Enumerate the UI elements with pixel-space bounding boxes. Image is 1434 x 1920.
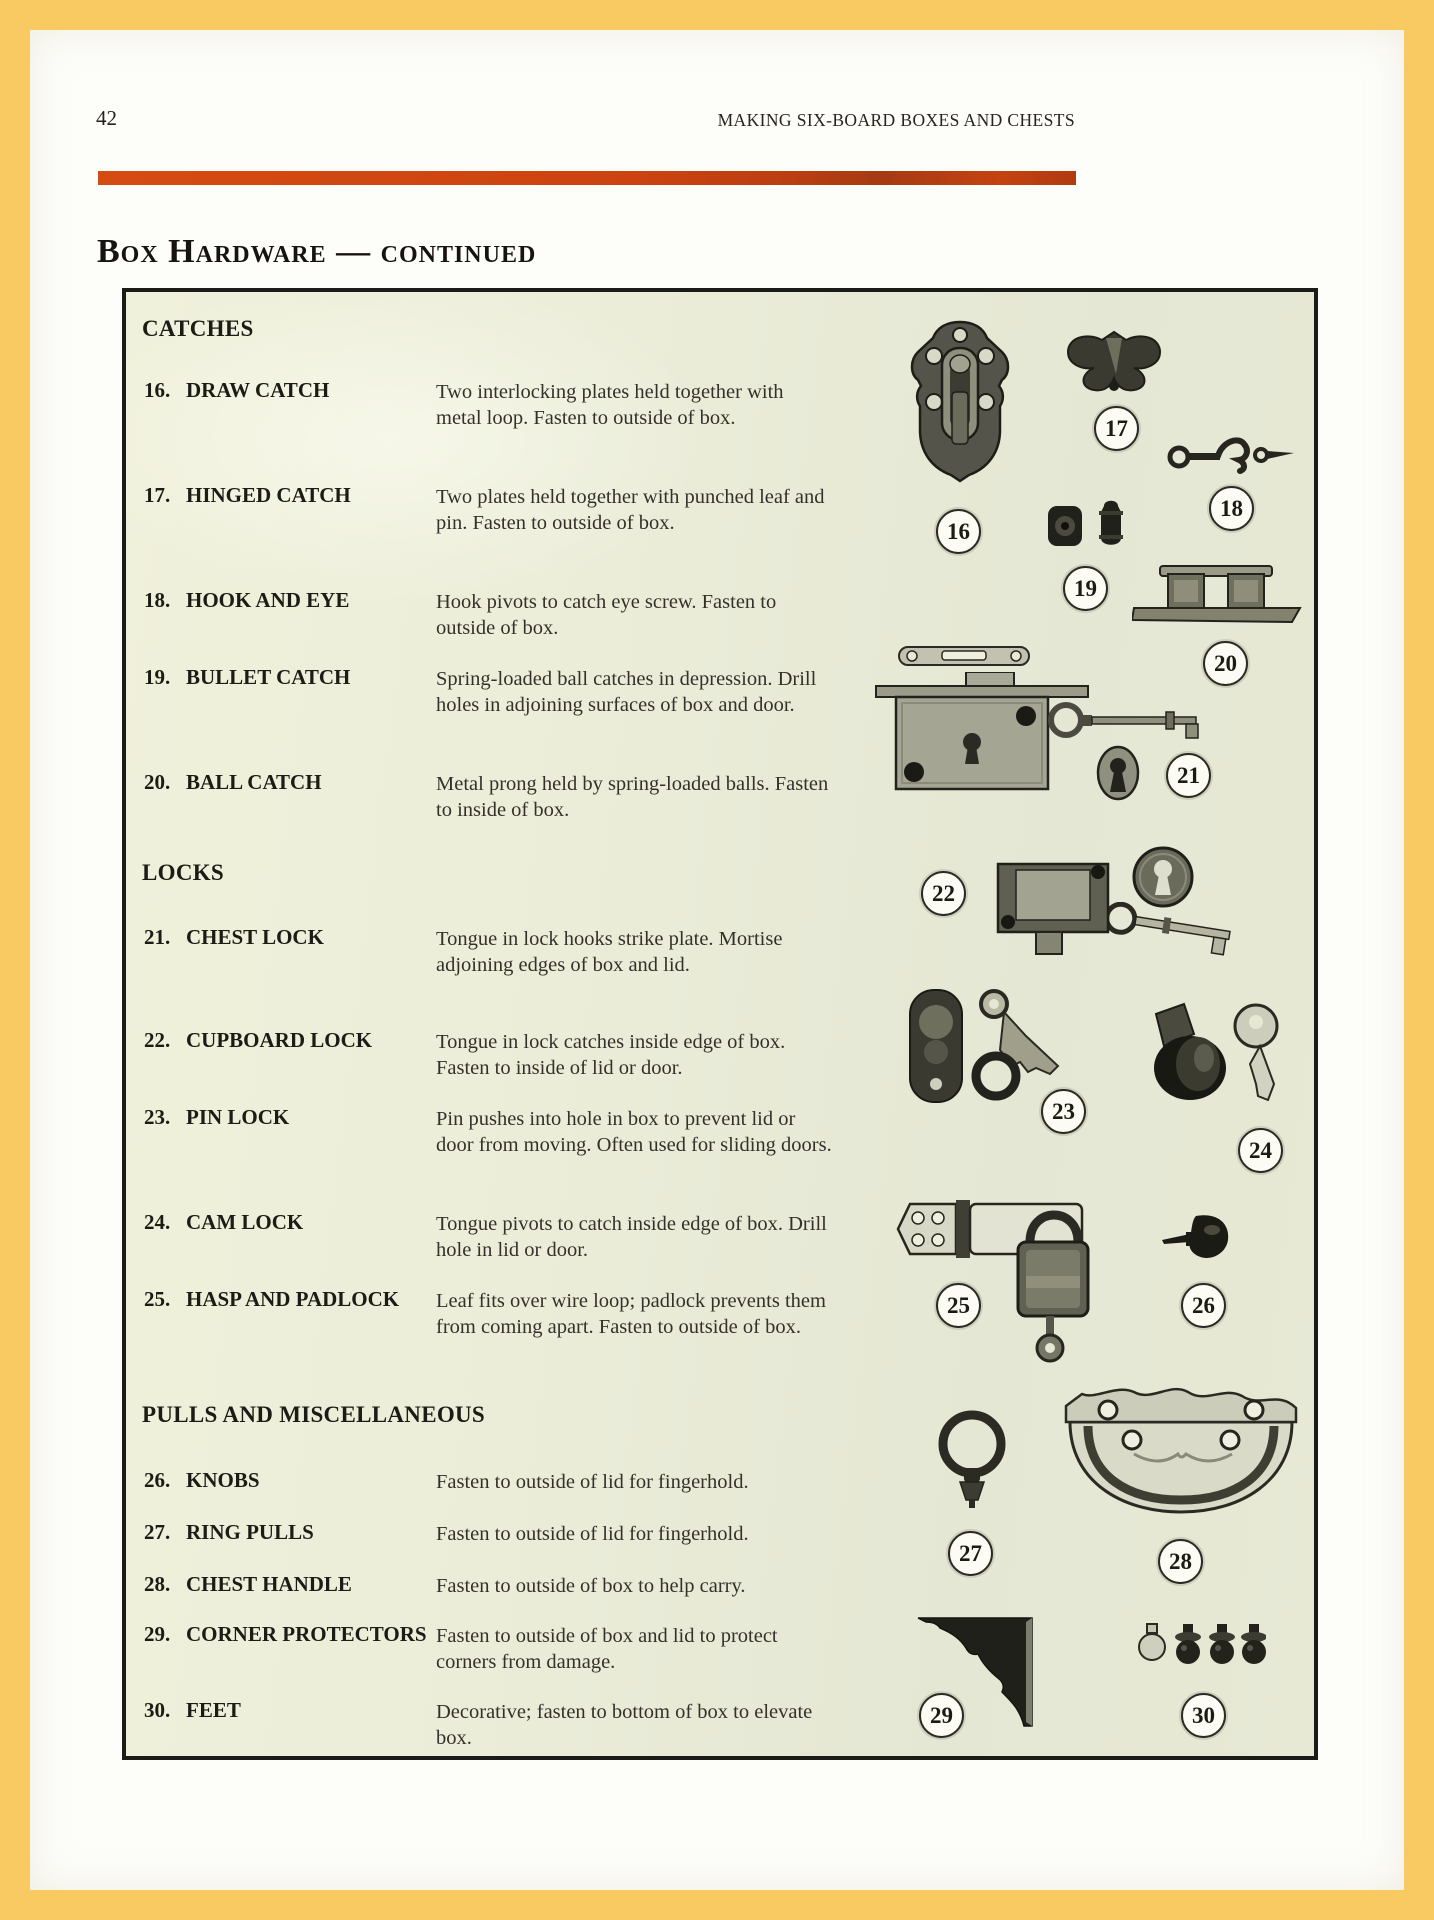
figure-number-badge: 30 <box>1181 1693 1226 1738</box>
figure-number-badge: 27 <box>948 1531 993 1576</box>
item-number: 17. <box>144 483 171 507</box>
item-name: DRAW CATCH <box>186 378 330 402</box>
item-description: Two interlocking plates held together with metal loop. Fasten to outside of box. <box>436 381 784 430</box>
item-label <box>144 925 324 950</box>
item-label <box>144 1468 260 1493</box>
item-name: HASP AND PADLOCK <box>186 1287 400 1311</box>
item-description: Fasten to outside of lid for fingerhold. <box>436 1471 749 1493</box>
item-description: Hook pivots to catch eye screw. Fasten to outside of box. <box>436 591 777 640</box>
item-description: Two plates held together with punched leaf and pin. Fasten to outside of box. <box>436 486 825 535</box>
ring-pull-figure <box>930 1408 1014 1508</box>
chest-key-figure <box>1046 696 1211 744</box>
page-number: 42 <box>96 106 117 130</box>
item-number: 25. <box>144 1287 171 1311</box>
hinged-catch-figure <box>1064 328 1164 398</box>
escutcheon-figure <box>1096 744 1140 802</box>
cupboard-lock-figure <box>996 858 1114 958</box>
item-description: Fasten to outside of box to help carry. <box>436 1575 746 1597</box>
item-number: 16. <box>144 378 171 402</box>
figure-number-badge: 29 <box>919 1693 964 1738</box>
item-name: CUPBOARD LOCK <box>186 1028 373 1052</box>
item-name: HOOK AND EYE <box>186 588 350 612</box>
draw-catch-figure <box>906 318 1014 484</box>
item-number: 19. <box>144 665 171 689</box>
item-number: 28. <box>144 1572 171 1596</box>
item-description: Pin pushes into hole in box to prevent lid or door from moving. Often used for sliding doors. <box>436 1108 832 1157</box>
item-number: 24. <box>144 1210 171 1234</box>
item-label <box>144 1622 427 1647</box>
figure-number-badge: 19 <box>1063 566 1108 611</box>
item-number: 18. <box>144 588 171 612</box>
item-label <box>144 1210 303 1235</box>
figure-number-badge: 22 <box>921 871 966 916</box>
strike-plate-figure <box>898 642 1030 670</box>
feet-figure <box>1136 1620 1266 1672</box>
chest-handle-figure <box>1064 1378 1299 1520</box>
ball-catch-figure <box>1132 562 1302 626</box>
item-label <box>144 483 351 508</box>
figure-number-badge: 17 <box>1094 406 1139 451</box>
figure-number-badge: 28 <box>1158 1539 1203 1584</box>
section-heading-catches: CATCHES <box>142 316 254 341</box>
section-heading-pulls: PULLS AND MISCELLANEOUS <box>142 1402 486 1427</box>
item-number: 27. <box>144 1520 171 1544</box>
item-description: Metal prong held by spring-loaded balls. Fasten to inside of box. <box>436 773 829 822</box>
figure-number-badge: 16 <box>936 509 981 554</box>
item-label <box>144 588 349 613</box>
item-name: CHEST HANDLE <box>186 1572 352 1596</box>
item-name: PIN LOCK <box>186 1105 290 1129</box>
figure-number-badge: 23 <box>1041 1089 1086 1134</box>
item-name: FEET <box>186 1698 241 1722</box>
item-description: Tongue in lock catches inside edge of box. Fasten to inside of lid or door. <box>436 1031 786 1080</box>
round-escutcheon-figure <box>1130 845 1196 909</box>
item-label <box>144 1520 314 1545</box>
running-header: MAKING SIX-BOARD BOXES AND CHESTS <box>717 110 1075 130</box>
figure-number-badge: 25 <box>936 1283 981 1328</box>
figure-number-badge: 21 <box>1166 753 1211 798</box>
item-label <box>144 1287 399 1312</box>
hook-and-eye-figure <box>1166 432 1296 476</box>
bullet-catch-figure <box>1046 498 1126 552</box>
item-description: Spring-loaded ball catches in depression. Drill holes in adjoining surfaces of box and door. <box>436 668 817 717</box>
item-label <box>144 378 329 403</box>
item-label <box>144 1028 372 1053</box>
figure-number-badge: 18 <box>1209 486 1254 531</box>
item-description: Fasten to outside of box and lid to protect corners from damage. <box>436 1625 778 1674</box>
figure-number-badge: 26 <box>1181 1283 1226 1328</box>
item-label <box>144 665 350 690</box>
item-name: HINGED CATCH <box>186 483 351 507</box>
item-description: Fasten to outside of lid for fingerhold. <box>436 1523 749 1545</box>
item-number: 29. <box>144 1622 171 1646</box>
cupboard-key-figure <box>1102 902 1237 964</box>
red-rule-divider <box>98 171 1076 185</box>
item-number: 23. <box>144 1105 171 1129</box>
item-name: CHEST LOCK <box>186 925 324 949</box>
item-number: 30. <box>144 1698 171 1722</box>
item-name: RING PULLS <box>186 1520 314 1544</box>
item-name: KNOBS <box>186 1468 260 1492</box>
item-description: Leaf fits over wire loop; padlock prevents them from coming apart. Fasten to outside of box. <box>436 1290 826 1339</box>
hardware-panel <box>122 288 1318 1760</box>
section-heading-locks: LOCKS <box>142 860 225 885</box>
item-number: 20. <box>144 770 171 794</box>
figure-number-badge: 20 <box>1203 641 1248 686</box>
knob-figure <box>1160 1212 1232 1262</box>
item-description: Tongue in lock hooks strike plate. Mortise adjoining edges of box and lid. <box>436 928 783 977</box>
item-number: 22. <box>144 1028 171 1052</box>
item-description: Decorative; fasten to bottom of box to elevate box. <box>436 1701 813 1750</box>
item-name: CAM LOCK <box>186 1210 304 1234</box>
item-number: 21. <box>144 925 171 949</box>
figure-number-badge: 24 <box>1238 1128 1283 1173</box>
item-name: BALL CATCH <box>186 770 322 794</box>
item-name: BULLET CATCH <box>186 665 351 689</box>
hasp-and-padlock-figure <box>894 1190 1099 1365</box>
page-title: Box Hardware — continued <box>97 233 537 270</box>
item-name: CORNER PROTECTORS <box>186 1622 427 1646</box>
item-description: Tongue pivots to catch inside edge of box. Drill hole in lid or door. <box>436 1213 827 1262</box>
item-number: 26. <box>144 1468 171 1492</box>
item-label <box>144 1105 289 1130</box>
item-label <box>144 1572 352 1597</box>
item-label <box>144 1698 241 1723</box>
cam-lock-figure <box>1128 1000 1303 1120</box>
item-label <box>144 770 322 795</box>
